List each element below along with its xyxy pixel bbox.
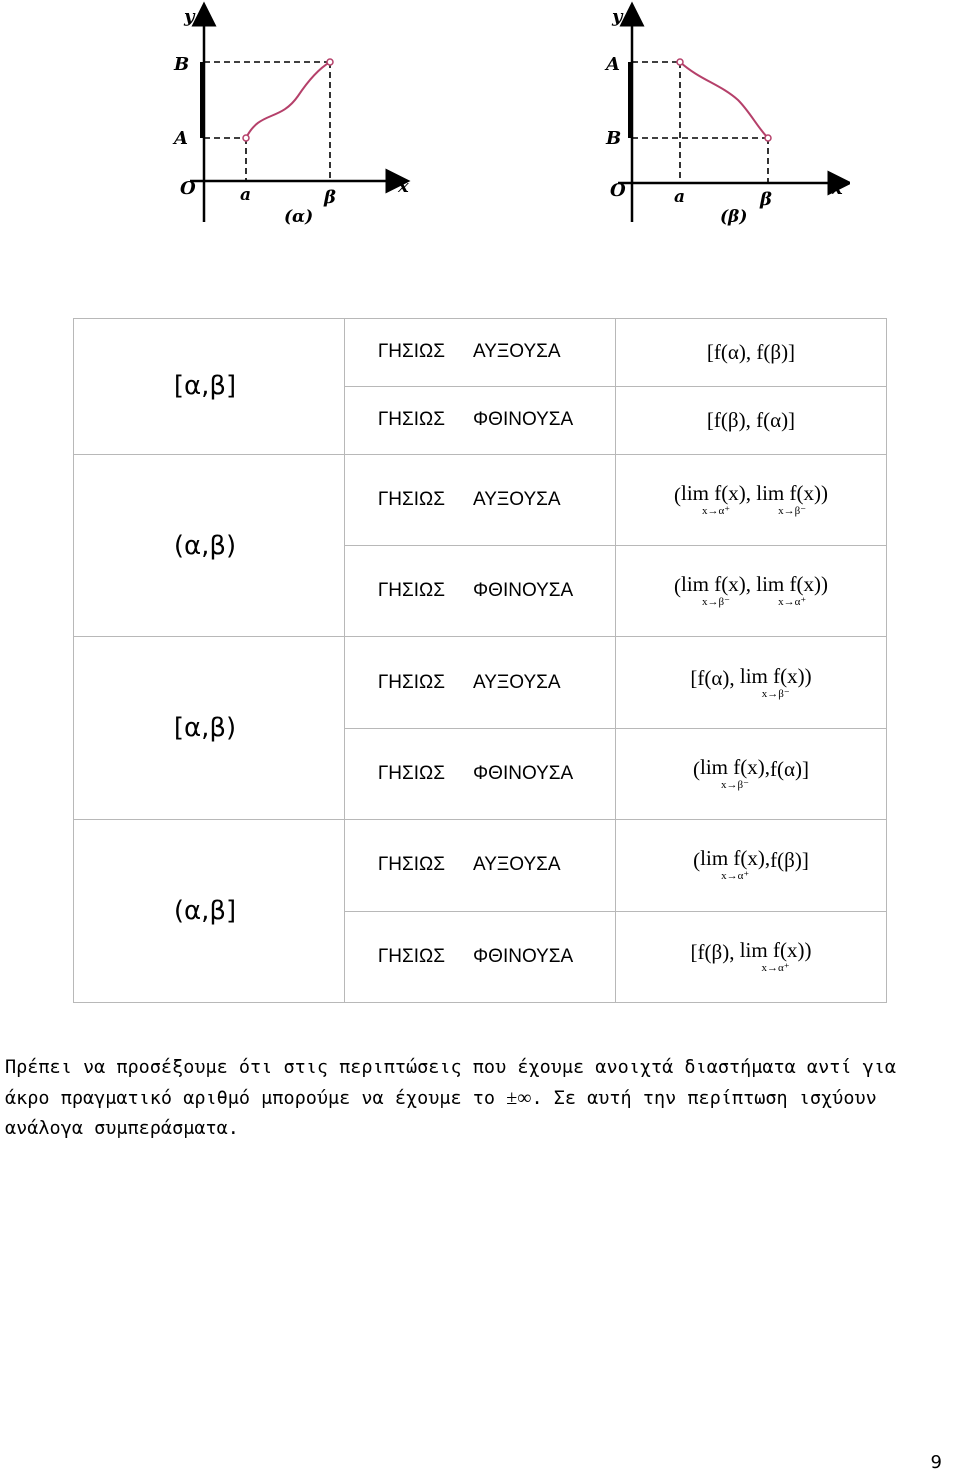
range-cell: [f(β), f(α)] — [616, 386, 887, 454]
x-axis-label: x — [832, 178, 843, 199]
interval-cell: (α,β] — [74, 820, 345, 1003]
range-cell: ( lim f(x), x→β⁻ f(α)] — [616, 728, 887, 819]
monotonicity-cell: ΓΗΣΙΩΣ ΦΘΙΝΟΥΣΑ — [345, 728, 616, 819]
label-upper: B — [174, 54, 190, 75]
graph-increasing — [160, 0, 420, 235]
table-row — [74, 319, 887, 387]
label-x-left: a — [674, 187, 686, 207]
range-cell: [f(β), lim f(x)) x→α⁺ — [616, 911, 887, 1002]
y-axis-label: y — [184, 6, 195, 27]
endpoint-a — [677, 59, 683, 65]
function-curve — [246, 62, 330, 138]
x-axis-label: x — [398, 176, 409, 197]
range-cell: ( lim f(x), x→β⁻ lim f(x)) x→α⁺ — [616, 546, 887, 637]
origin-label: O — [610, 180, 626, 201]
page-number: 9 — [930, 1452, 942, 1473]
range-cell: ( lim f(x), x→α⁺ lim f(x)) x→β⁻ — [616, 454, 887, 545]
note-paragraph: Πρέπει να προσέξουμε ότι στις περιπτώσεις που έχουμε ανοιχτά διαστήματα αντί για άκρο πραγματικό αριθμό μπορούμε να έχουμε το ±∞. Σε αυτή την περίπτωση ισχύουν ανάλογα συμπεράσματα. — [5, 1057, 897, 1139]
endpoint-b — [765, 135, 771, 141]
label-lower: A — [174, 128, 188, 149]
table-row — [74, 637, 887, 728]
plus-minus-infinity: ±∞ — [506, 1087, 532, 1109]
monotonicity-cell: ΓΗΣΙΩΣ ΦΘΙΝΟΥΣΑ — [345, 386, 616, 454]
interval-cell: [α,β] — [74, 319, 345, 455]
monotonicity-cell: ΓΗΣΙΩΣ ΦΘΙΝΟΥΣΑ — [345, 546, 616, 637]
table-row — [74, 454, 887, 545]
monotonicity-table — [73, 318, 887, 1003]
table-row — [74, 820, 887, 911]
graph-decreasing — [590, 0, 850, 235]
label-x-left: a — [240, 185, 252, 205]
interval-cell: (α,β) — [74, 454, 345, 637]
interval-cell: [α,β) — [74, 637, 345, 820]
label-upper: A — [606, 54, 620, 75]
endpoint-b — [327, 59, 333, 65]
monotonicity-cell: ΓΗΣΙΩΣ ΑΥΞΟΥΣΑ — [345, 319, 616, 387]
monotonicity-cell: ΓΗΣΙΩΣ ΦΘΙΝΟΥΣΑ — [345, 911, 616, 1002]
endpoint-a — [243, 135, 249, 141]
range-cell: ( lim f(x), x→α⁺ f(β)] — [616, 820, 887, 911]
graph-caption: (α) — [284, 207, 314, 227]
label-x-right: β — [760, 189, 772, 210]
label-lower: B — [606, 128, 622, 149]
monotonicity-cell: ΓΗΣΙΩΣ ΑΥΞΟΥΣΑ — [345, 820, 616, 911]
function-curve — [680, 62, 768, 138]
range-cell: [f(α), f(β)] — [616, 319, 887, 387]
monotonicity-cell: ΓΗΣΙΩΣ ΑΥΞΟΥΣΑ — [345, 454, 616, 545]
range-cell: [f(α), lim f(x)) x→β⁻ — [616, 637, 887, 728]
y-axis-label: y — [612, 6, 623, 27]
origin-label: O — [180, 178, 196, 199]
graph-caption: (β) — [720, 207, 748, 227]
label-x-right: β — [324, 187, 336, 208]
monotonicity-cell: ΓΗΣΙΩΣ ΑΥΞΟΥΣΑ — [345, 637, 616, 728]
